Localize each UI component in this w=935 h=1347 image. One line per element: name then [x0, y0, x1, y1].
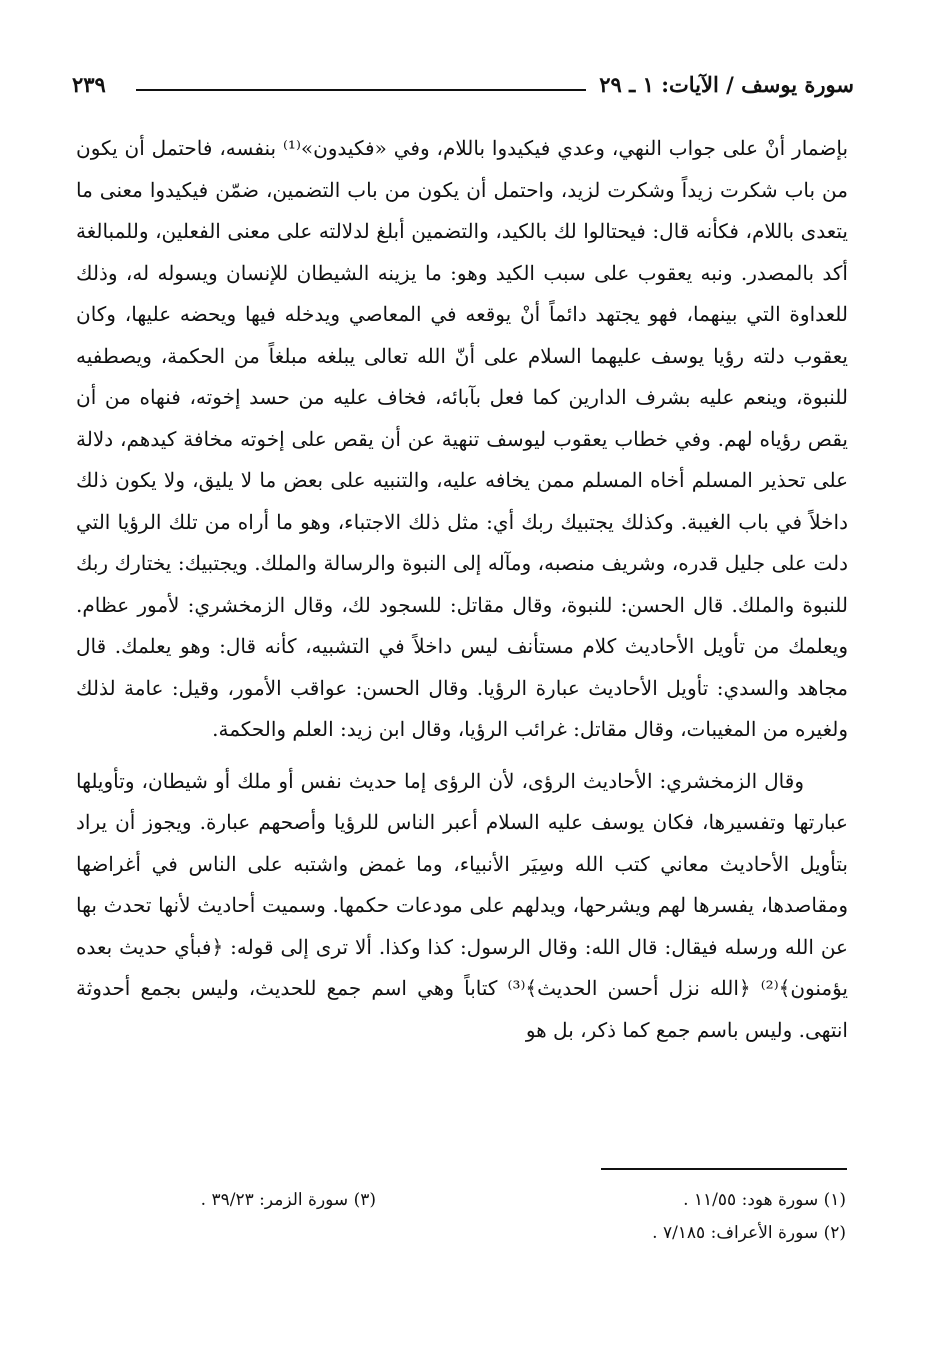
footnote-rule — [601, 1168, 847, 1170]
page-header — [72, 64, 854, 108]
footnote-2: (٢) سورة الأعراف: ٧/١٨٥ . — [652, 1223, 846, 1243]
page-number: ٢٣٩ — [72, 72, 106, 97]
footnote-3: (٣) سورة الزمر: ٣٩/٢٣ . — [200, 1190, 376, 1210]
footnotes-right-column — [546, 1184, 846, 1250]
footnotes-left-column — [96, 1184, 376, 1217]
running-title: سورة يوسف / الآيات: ١ ـ ٢٩ — [599, 72, 854, 97]
main-text — [76, 128, 848, 1051]
paragraph-1: بإضمار أنْ على جواب النهي، وعدي فيكيدوا باللام، وفي «فكيدون»⁽¹⁾ بنفسه، فاحتمل أن يكون من باب شكرت زيداً وشكرت لزيد، واحتمل أن يكون من باب التضمين، ضمّن فيكيدوا معنى ما يتعدى باللام، فكأنه قال: فيحتالوا لك بالكيد، والتضمين أبلغ لدلالته على معنى الفعلين، وللمبالغة أكد بالمصدر. ونبه يعقوب على سبب الكيد وهو: ما يزينه الشيطان للإنسان ويسوله له، وذلك للعداوة التي بينهما، فهو يجتهد دائماً أنْ يوقعه في المعاصي ويدخله فيها ويحضه عليها، وكان يعقوب دلته رؤيا يوسف عليهما السلام على أنّ الله تعالى يبلغه مبلغاً من الحكمة، ويصطفيه للنبوة، وينعم عليه بشرف الدارين كما فعل بآبائه، فخاف عليه من حسد إخوته، فنهاه من أن يقص رؤياه لهم. وفي خطاب يعقوب ليوسف تنهية عن أن يقص على إخوته مخافة كيدهم، دلالة على تحذير المسلم أخاه المسلم ممن يخافه عليه، والتنبيه على بعض ما لا يليق، ولا يكون ذلك داخلاً في باب الغيبة. وكذلك يجتبيك ربك أي: مثل ذلك الاجتباء، وهو ما أراه من تلك الرؤيا التي دلت على جليل قدره، وشريف منصبه، ومآله إلى النبوة والرسالة والملك. ويجتبيك: يختارك ربك للنبوة والملك. قال الحسن: للنبوة، وقال مقاتل: للسجود لك، وقال الزمخشري: لأمور عظام. ويعلمك من تأويل الأحاديث كلام مستأنف ليس داخلاً في التشبيه، كأنه قال: وهو يعلمك. قال مجاهد والسدي: تأويل الأحاديث عبارة الرؤيا. وقال الحسن: عواقب الأمور، وقيل: عامة لذلك ولغيره من المغيبات، وقال مقاتل: غرائب الرؤيا، وقال ابن زيد: العلم والحكمة. — [76, 136, 849, 741]
header-rule — [136, 89, 586, 91]
paragraph-2: وقال الزمخشري: الأحاديث الرؤى، لأن الرؤى إما حديث نفس أو ملك أو شيطان، وتأويلها عبارتها وتفسيرها، فكان يوسف عليه السلام أعبر الناس للرؤيا وأصحهم عبارة. ويجوز أن يراد بتأويل الأحاديث معاني كتب الله وسِيَر الأنبياء، وما غمض واشتبه على الناس في أغراضها ومقاصدها، يفسرها لهم ويشرحها، ويدلهم على مودعات حكمها. وسميت أحاديث لأنها تحدث بها عن الله ورسله فيقال: قال الله: وقال الرسول: كذا وكذا. ألا ترى إلى قوله: ﴿فبأي حديث بعده يؤمنون﴾⁽²⁾ ﴿الله نزل أحسن الحديث﴾⁽³⁾ كتاباً وهي اسم جمع للحديث، وليس بجمع أحدوثة انتهى. وليس باسم جمع كما ذكر، بل هو — [76, 768, 849, 1042]
footnote-1: (١) سورة هود: ١١/٥٥ . — [683, 1190, 846, 1210]
